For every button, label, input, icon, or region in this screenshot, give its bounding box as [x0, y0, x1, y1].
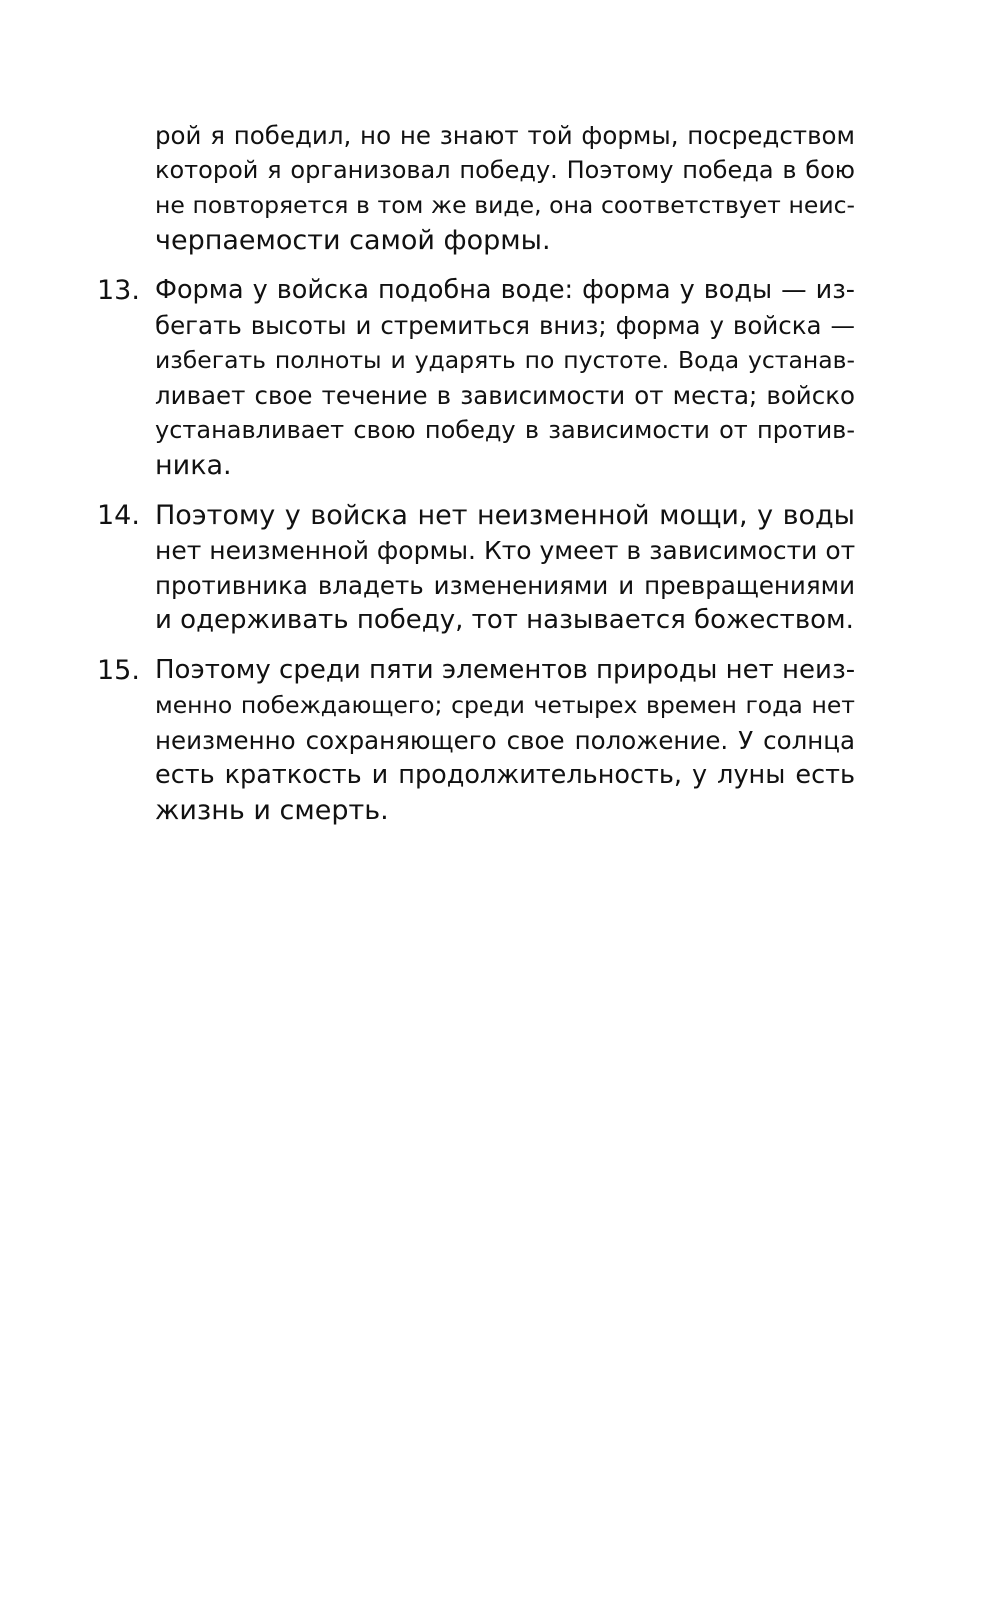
text-line: жизнь и смерть.: [155, 795, 389, 826]
text-line: которой я организовал победу. Поэтому победа в бою: [155, 156, 855, 184]
paragraph-14: [97, 498, 856, 638]
text-line: и одерживать победу, тот называется божеством.: [155, 605, 854, 635]
text-line: ника.: [155, 450, 232, 481]
text-line: неизменно сохраняющего свое положение. У солнца: [155, 726, 855, 755]
page-text: [97, 118, 856, 843]
paragraph-number: 15.: [97, 655, 140, 686]
text-line: не повторяется в том же виде, она соответствует неис-: [155, 191, 855, 219]
text-line: есть краткость и продолжительность, у луны есть: [155, 760, 855, 790]
paragraph-number: 14.: [97, 500, 140, 531]
text-line: ливает свое течение в зависимости от места; войско: [155, 381, 855, 410]
text-line: избегать полноты и ударять по пустоте. Вода устанав-: [155, 346, 855, 374]
paragraph-13: [97, 273, 855, 483]
text-line: нет неизменной формы. Кто умеет в зависимости от: [155, 536, 856, 565]
text-line: черпаемости самой формы.: [155, 225, 551, 256]
paragraph-continuation: [155, 118, 855, 258]
text-line: менно побеждающего; среди четырех времен года нет: [155, 691, 855, 719]
text-line: Форма у войска подобна воде: форма у воды — из-: [155, 275, 855, 305]
text-line: Поэтому среди пяти элементов природы нет неиз-: [155, 655, 856, 685]
text-line: противника владеть изменениями и превращениями: [155, 571, 855, 600]
text-line: устанавливает свою победу в зависимости от против-: [155, 416, 855, 444]
text-line: Поэтому у войска нет неизменной мощи, у воды: [155, 500, 855, 531]
paragraph-number: 13.: [97, 275, 140, 306]
paragraph-15: [97, 653, 856, 828]
text-line: бегать высоты и стремиться вниз; форма у войска —: [155, 311, 855, 340]
text-line: рой я победил, но не знают той формы, посредством: [155, 121, 855, 150]
